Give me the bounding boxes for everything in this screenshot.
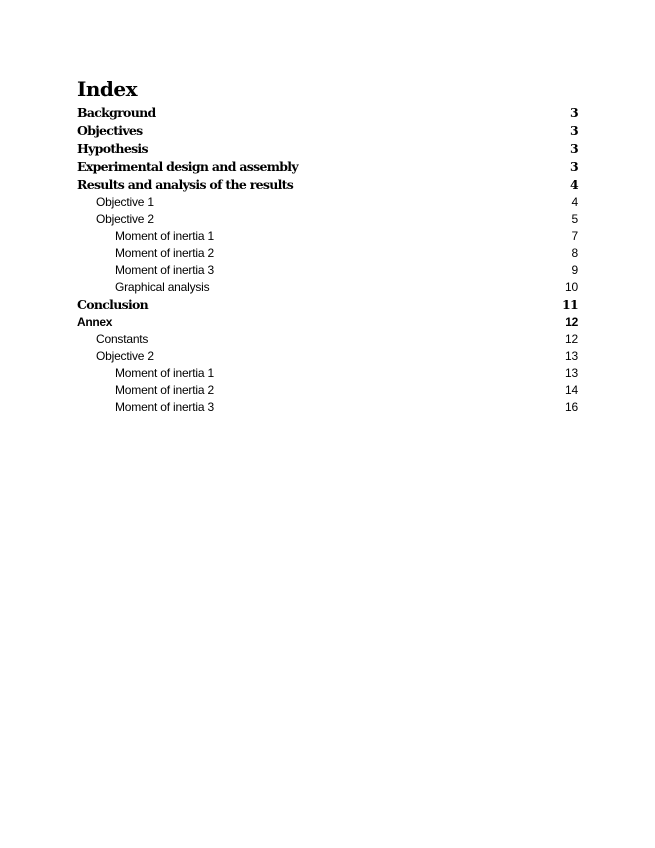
toc-entry-page-number: 4 [571, 195, 578, 209]
toc-entry-page-number: 12 [565, 315, 578, 329]
toc-entry-label: Annex [77, 315, 113, 329]
toc-entry-page-number: 3 [570, 159, 578, 174]
toc-entry-constants[interactable] [77, 331, 578, 348]
toc-entry-page-number: 9 [571, 263, 578, 277]
toc-entry-label: Experimental design and assembly [77, 159, 298, 174]
toc-entry-page-number: 13 [565, 366, 578, 380]
toc-entry-background[interactable] [77, 104, 578, 122]
toc-entry-experimental-design[interactable] [77, 158, 578, 176]
toc-entry-page-number: 10 [565, 280, 578, 294]
toc-entry-label: Background [77, 105, 156, 120]
toc-entry-label: Moment of inertia 2 [115, 246, 214, 260]
toc-entry-page-number: 11 [562, 297, 578, 312]
toc-entry-page-number: 3 [570, 123, 578, 138]
toc-entry-label: Constants [96, 332, 149, 346]
toc-entry-objectives[interactable] [77, 122, 578, 140]
page-title: Index [77, 77, 138, 101]
toc-entry-label: Objective 2 [96, 349, 154, 363]
toc-entry-label: Moment of inertia 3 [115, 263, 214, 277]
toc-entry-label: Objectives [77, 123, 143, 138]
toc-entry-page-number: 16 [565, 400, 578, 414]
toc-entry-label: Moment of inertia 3 [115, 400, 214, 414]
toc-entry-results[interactable] [77, 176, 578, 194]
toc-entry-conclusion[interactable] [77, 296, 578, 314]
toc-entry-annex-objective-2[interactable] [77, 348, 578, 365]
toc-entry-annex[interactable] [77, 314, 578, 331]
toc-entry-annex-moment-of-inertia-3[interactable] [77, 399, 578, 416]
toc-entry-page-number: 14 [565, 383, 578, 397]
toc-entry-page-number: 7 [571, 229, 578, 243]
toc-entry-objective-2[interactable] [77, 211, 578, 228]
toc-entry-label: Moment of inertia 1 [115, 229, 214, 243]
toc-entry-moment-of-inertia-2[interactable] [77, 245, 578, 262]
toc-entry-hypothesis[interactable] [77, 140, 578, 158]
toc-entry-label: Moment of inertia 2 [115, 383, 214, 397]
toc-entry-moment-of-inertia-3[interactable] [77, 262, 578, 279]
toc-entry-page-number: 8 [571, 246, 578, 260]
toc-entry-label: Conclusion [77, 297, 149, 312]
toc-entry-page-number: 4 [570, 177, 578, 192]
toc-entry-annex-moment-of-inertia-2[interactable] [77, 382, 578, 399]
toc-entry-annex-moment-of-inertia-1[interactable] [77, 365, 578, 382]
toc-entry-label: Results and analysis of the results [77, 177, 294, 192]
toc-entry-graphical-analysis[interactable] [77, 279, 578, 296]
toc-entry-page-number: 3 [570, 105, 578, 120]
toc-entry-page-number: 13 [565, 349, 578, 363]
toc-entry-page-number: 5 [571, 212, 578, 226]
toc-entry-objective-1[interactable] [77, 194, 578, 211]
toc-entry-label: Objective 2 [96, 212, 154, 226]
toc-entry-label: Graphical analysis [115, 280, 210, 294]
toc-entry-label: Hypothesis [77, 141, 148, 156]
table-of-contents [77, 104, 578, 416]
toc-entry-label: Moment of inertia 1 [115, 366, 214, 380]
toc-entry-moment-of-inertia-1[interactable] [77, 228, 578, 245]
toc-entry-page-number: 3 [570, 141, 578, 156]
toc-entry-label: Objective 1 [96, 195, 154, 209]
toc-entry-page-number: 12 [565, 332, 578, 346]
